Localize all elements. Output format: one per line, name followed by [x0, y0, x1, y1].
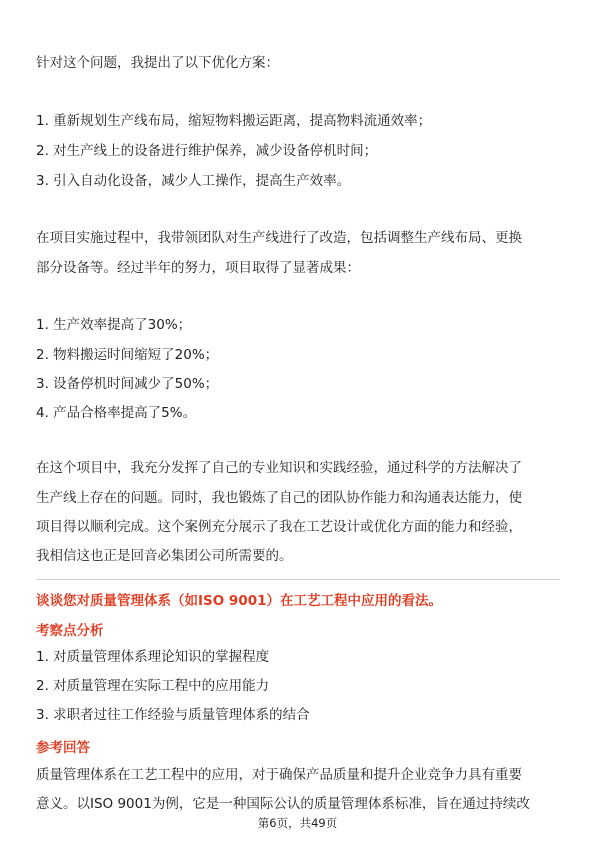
intro-paragraph: 针对这个问题，我提出了以下优化方案： [36, 55, 279, 71]
plan-item-3: 3. 引入自动化设备，减少人工操作，提高生产效率。 [36, 173, 351, 189]
section-divider [36, 579, 560, 580]
plan-item-1: 1. 重新规划生产线布局，缩短物料搬运距离，提高物料流通效率； [36, 113, 432, 129]
analysis-item-1: 1. 对质量管理体系理论知识的掌握程度 [36, 649, 270, 665]
result-item-3: 3. 设备停机时间减少了50%； [36, 376, 219, 392]
plan-item-2: 2. 对生产线上的设备进行维护保养，减少设备停机时间； [36, 143, 378, 159]
analysis-item-3: 3. 求职者过往工作经验与质量管理体系的结合 [36, 707, 310, 723]
summary-line-1: 在这个项目中，我充分发挥了自己的专业知识和实践经验，通过科学的方法解决了 [36, 460, 522, 476]
interview-question: 谈谈您对质量管理体系（如ISO 9001）在工艺工程中应用的看法。 [36, 593, 442, 609]
answer-heading: 参考回答 [36, 740, 90, 756]
result-item-4: 4. 产品合格率提高了5%。 [36, 405, 197, 421]
summary-line-4: 我相信这也正是回音必集团公司所需要的。 [36, 548, 293, 564]
result-item-2: 2. 物料搬运时间缩短了20%； [36, 347, 219, 363]
answer-line-1: 质量管理体系在工艺工程中的应用，对于确保产品质量和提升企业竞争力具有重要 [36, 767, 522, 783]
summary-line-3: 项目得以顺利完成。这个案例充分展示了我在工艺设计或优化方面的能力和经验， [36, 519, 522, 535]
implementation-line-2: 部分设备等。经过半年的努力，项目取得了显著成果： [36, 260, 360, 276]
implementation-line-1: 在项目实施过程中，我带领团队对生产线进行了改造，包括调整生产线布局、更换 [36, 230, 522, 246]
result-item-1: 1. 生产效率提高了30%； [36, 317, 192, 333]
page-number-footer: 第6页，共49页 [257, 816, 338, 830]
analysis-heading: 考察点分析 [36, 623, 104, 639]
answer-line-2: 意义。以ISO 9001为例，它是一种国际公认的质量管理体系标准，旨在通过持续改 [36, 796, 530, 812]
analysis-item-2: 2. 对质量管理在实际工程中的应用能力 [36, 678, 270, 694]
summary-line-2: 生产线上存在的问题。同时，我也锻炼了自己的团队协作能力和沟通表达能力，使 [36, 490, 522, 506]
